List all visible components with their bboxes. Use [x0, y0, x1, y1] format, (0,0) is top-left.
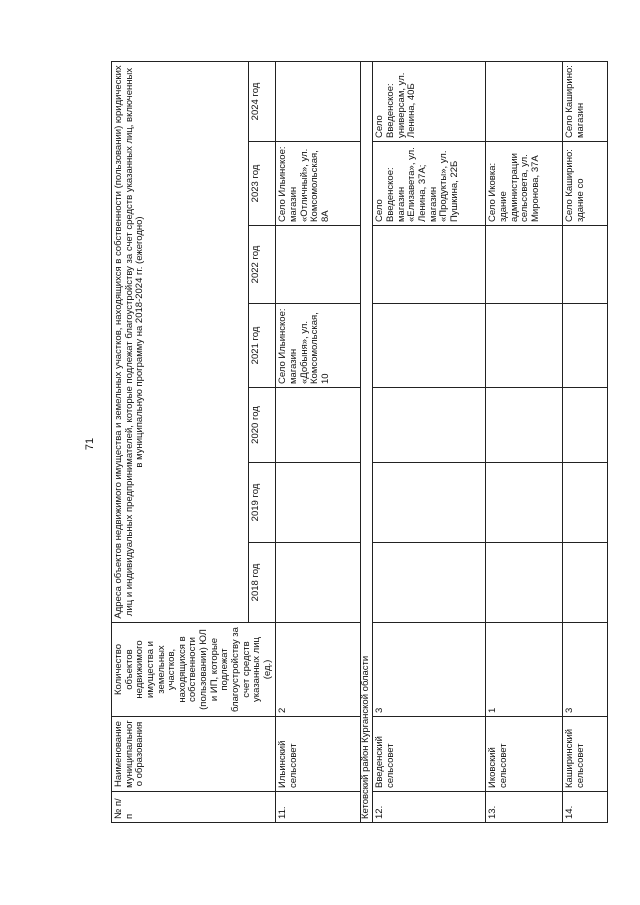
row-num: 13.: [486, 792, 563, 823]
row-cell: [486, 61, 563, 141]
row-cell: Село Ильинское: магазин «Добыня», ул. Комсомольская, 10: [276, 304, 361, 388]
district-row: [361, 61, 373, 822]
row-count: 1: [486, 623, 563, 717]
row-num: 11.: [276, 792, 361, 823]
row-cell: [563, 463, 608, 543]
row-cell: [373, 463, 486, 543]
year-header: 2024 год: [248, 61, 275, 141]
year-header: 2021 год: [248, 304, 275, 388]
row-cell: [276, 463, 361, 543]
row-cell: [486, 543, 563, 623]
row-cell: [373, 226, 486, 304]
row-num: 14.: [563, 792, 608, 823]
table-row: [373, 61, 486, 822]
district-title: Кетовский район Курганской области: [361, 61, 373, 822]
table-row: [276, 61, 361, 822]
row-cell: [563, 226, 608, 304]
row-cell: [276, 543, 361, 623]
year-header: 2019 год: [248, 463, 275, 543]
row-num: 12.: [373, 792, 486, 823]
row-cell: Село Каширино: здание со: [563, 142, 608, 226]
row-cell: [486, 463, 563, 543]
row-name: Ильинский сельсовет: [276, 717, 361, 792]
header-count: Количество объектов недвижимого имущества и земельных участков, находящихся в собственности (пользовании) ЮЛ и ИП, которые подлежат благоустройству за счет средств указанных лиц (ед.): [112, 623, 276, 717]
row-name: Каширинский сельсовет: [563, 717, 608, 792]
row-cell: Село Каширино: магазин: [563, 61, 608, 141]
table-row: [563, 61, 608, 822]
header-addresses: Адреса объектов недвижимого имущества и земельных участков, находящихся в собственности (пользовании) юридических лиц и индивидуальных предпринимателей, которые подлежат благоустройству за счет средств указанных лиц, включенных в муниципальную программу на 2018-2024 гг. (ежегодно): [112, 61, 249, 622]
row-cell: Село Ильинское: магазин «Отличный», ул. Комсомольская, 8А: [276, 142, 361, 226]
year-header: 2022 год: [248, 226, 275, 304]
row-cell: [276, 388, 361, 463]
row-count: 3: [373, 623, 486, 717]
header-name: Наименование муниципального образования: [112, 717, 276, 792]
row-cell: [486, 304, 563, 388]
row-cell: Село Иковка: здание администрации сельсовета, ул. Миронова, 37А: [486, 142, 563, 226]
header-num: № п/п: [112, 792, 276, 823]
row-count: 2: [276, 623, 361, 717]
row-cell: [486, 388, 563, 463]
row-cell: [563, 543, 608, 623]
row-cell: Село Введенское: универсам, ул. Ленина, 40Б: [373, 61, 486, 141]
row-cell: Село Введенское: магазин «Елизавета», ул. Ленина, 37А; магазин «Продукты», ул. Пушкина, 22Б: [373, 142, 486, 226]
row-cell: [563, 304, 608, 388]
row-cell: [373, 388, 486, 463]
objects-table: [111, 61, 608, 823]
row-cell: [276, 226, 361, 304]
row-cell: [276, 61, 361, 141]
header-row: [112, 61, 249, 822]
year-header: 2023 год: [248, 142, 275, 226]
row-cell: [563, 388, 608, 463]
row-cell: [486, 226, 563, 304]
year-header: 2020 год: [248, 388, 275, 463]
row-count: 3: [563, 623, 608, 717]
page-number: 71: [84, 437, 96, 451]
row-name: Введенский сельсовет: [373, 717, 486, 792]
year-header: 2018 год: [248, 543, 275, 623]
row-cell: [373, 304, 486, 388]
row-name: Иковский сельсовет: [486, 717, 563, 792]
table-row: [486, 61, 563, 822]
row-cell: [373, 543, 486, 623]
